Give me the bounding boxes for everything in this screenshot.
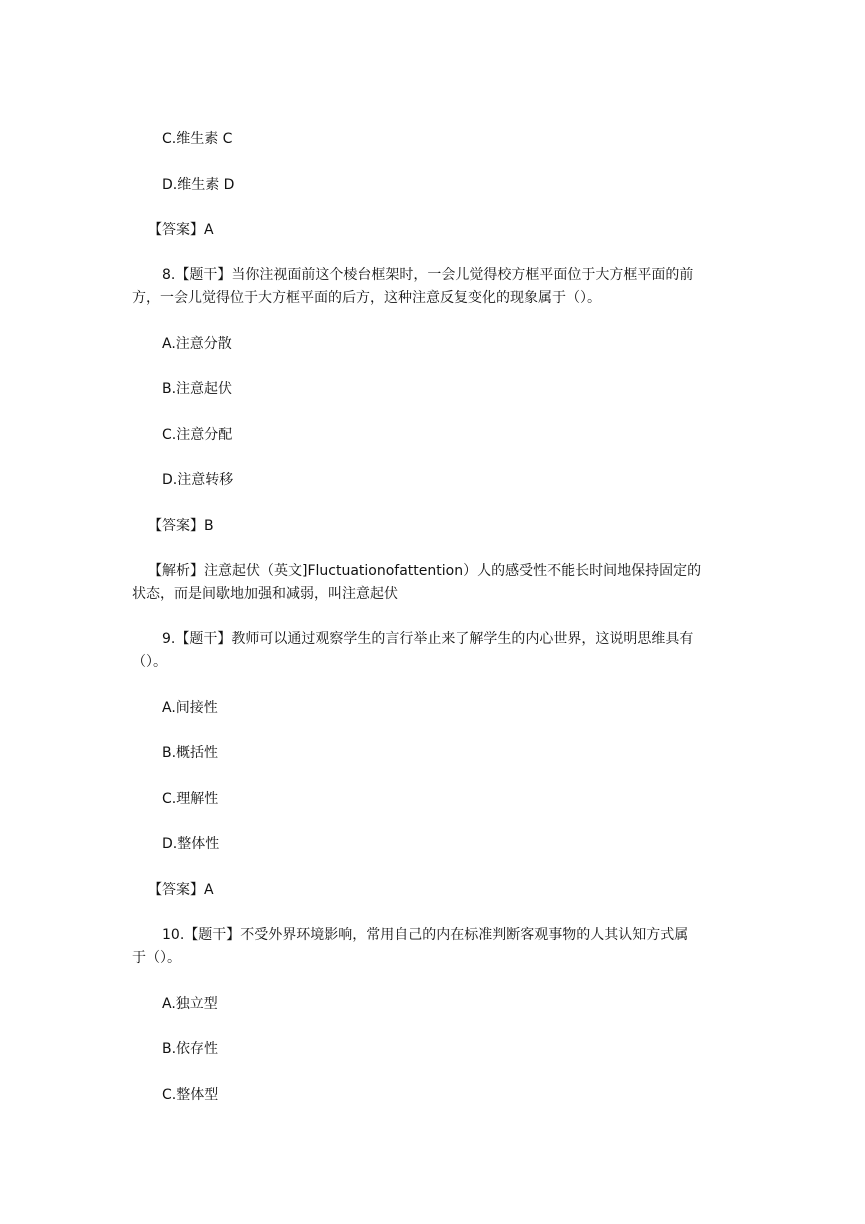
q9-option-d: D.整体性: [162, 836, 220, 852]
q10-option-c: C.整体型: [162, 1087, 219, 1103]
q9-option-a: A.间接性: [162, 700, 218, 716]
q8-analysis-line2: 状态，而是间歇地加强和减弱，叫注意起伏: [132, 586, 398, 602]
q9-stem-line2: （）。: [132, 654, 167, 670]
q10-stem-line1: 10.【题干】不受外界环境影响，常用自己的内在标准判断客观事物的人其认知方式属: [162, 927, 689, 943]
q8-answer: 【答案】B: [148, 518, 214, 534]
q8-stem-line2: 方，一会儿觉得位于大方框平面的后方，这种注意反复变化的现象属于（）。: [132, 290, 601, 306]
q9-stem-line1: 9.【题干】教师可以通过观察学生的言行举止来了解学生的内心世界，这说明思维具有: [162, 631, 694, 647]
q9-answer: 【答案】A: [148, 882, 214, 898]
q7-option-c: C.维生素 C: [162, 131, 233, 147]
q8-stem-line1: 8.【题干】当你注视面前这个棱台框架时，一会儿觉得校方框平面位于大方框平面的前: [162, 267, 694, 283]
q8-analysis-line1: 【解析】注意起伏（英文]Fluctuationofattention）人的感受性不能长时间地保持固定的: [148, 563, 702, 579]
q8-option-d: D.注意转移: [162, 472, 234, 488]
q10-option-a: A.独立型: [162, 996, 218, 1012]
q8-option-a: A.注意分散: [162, 336, 232, 352]
q10-stem-line2: 于（）。: [132, 950, 181, 966]
q9-option-c: C.理解性: [162, 791, 219, 807]
q7-answer: 【答案】A: [148, 222, 214, 238]
q9-option-b: B.概括性: [162, 745, 219, 761]
q7-option-d: D.维生素 D: [162, 177, 235, 193]
q10-option-b: B.依存性: [162, 1041, 219, 1057]
q8-option-b: B.注意起伏: [162, 381, 233, 397]
q8-option-c: C.注意分配: [162, 427, 233, 443]
